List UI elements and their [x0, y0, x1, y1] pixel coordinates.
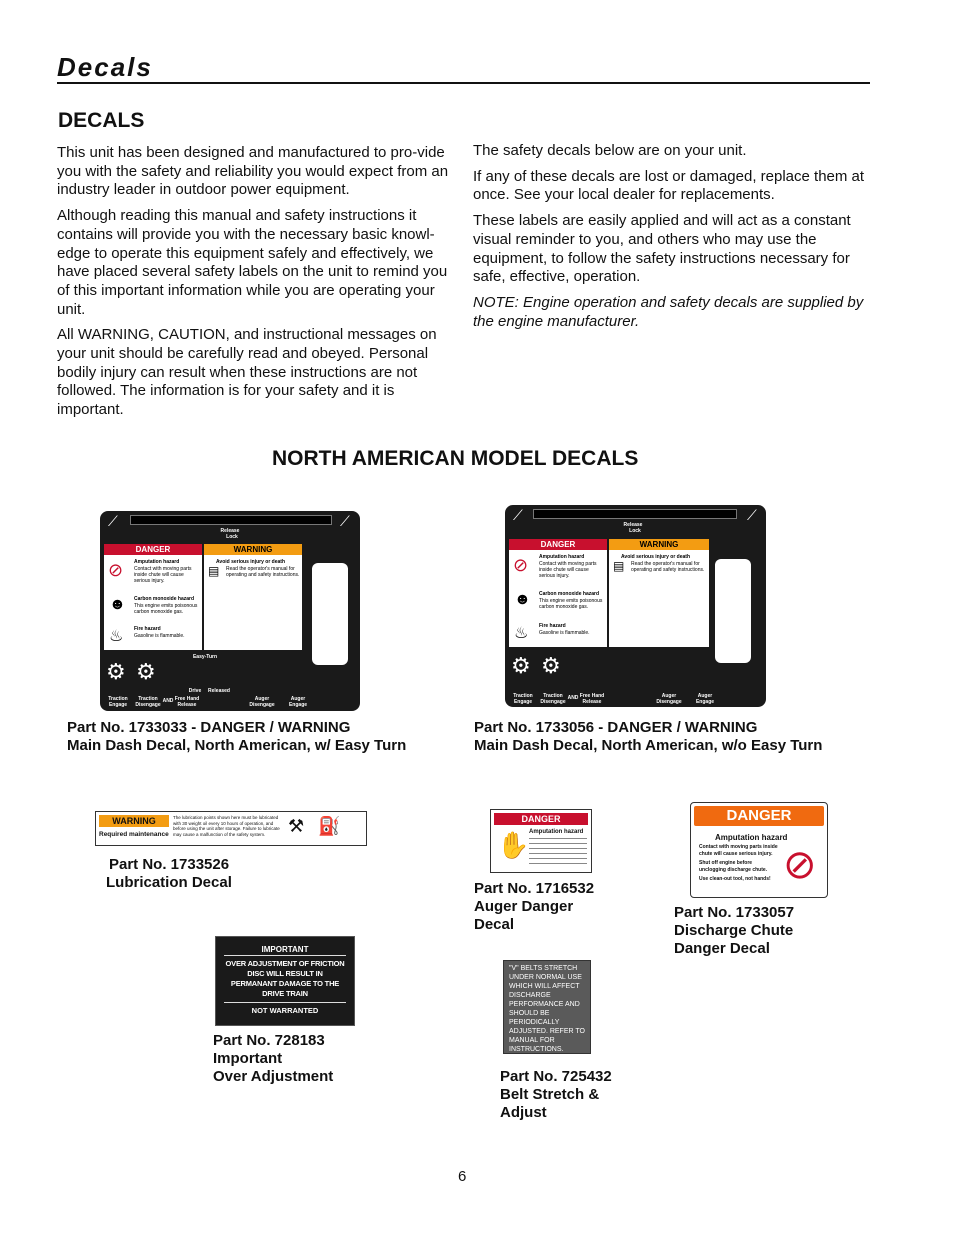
important-caption — [213, 1032, 333, 1086]
caption-line: Important — [213, 1050, 283, 1067]
page-number: 6 — [458, 1168, 467, 1185]
caption-line: Danger Decal — [674, 940, 770, 957]
hazard-text — [699, 844, 779, 883]
paragraph: This unit has been designed and manufactured to pro-vide you with the safety and reliability you would expect from an industry leader in outdoor power equipment. — [57, 144, 449, 199]
hazard-text: Contact with moving parts inside chute will cause serious injury. — [134, 566, 192, 584]
key-slot — [312, 563, 348, 665]
drive-label: Drive — [188, 688, 202, 694]
danger-header: DANGER — [494, 813, 588, 825]
hazard-heading: Fire hazard — [539, 623, 566, 629]
not-warranted-label: NOT WARRANTED — [251, 1006, 319, 1015]
warning-heading: Avoid serious injury or death — [216, 559, 285, 565]
dash-decal-easy-turn — [100, 511, 360, 711]
lever-icon: ⟋ — [340, 513, 350, 529]
caption-line: Decal — [474, 916, 515, 933]
danger-header: DANGER — [509, 539, 607, 550]
person-icon: ☻ — [109, 596, 126, 613]
belt-stretch-decal — [503, 960, 591, 1054]
hazard-line: Contact with moving parts inside chute will cause serious injury. — [699, 844, 778, 857]
lock-label: Lock — [629, 528, 641, 534]
engine-note: NOTE: Engine operation and safety decals are supplied by the engine manufacturer. — [473, 293, 864, 330]
dash-easy-turn-caption — [67, 719, 406, 755]
warning-header: WARNING — [204, 544, 302, 555]
released-label: Released — [208, 688, 230, 694]
hazard-text: This engine emits poisonous carbon monoxide gas. — [134, 603, 198, 615]
fire-icon: ♨ — [514, 625, 529, 642]
divider — [224, 955, 346, 956]
oil-can-icon: ⛽ — [318, 816, 341, 836]
no-hands-icon: ⊘ — [513, 555, 529, 575]
header-rule — [57, 82, 870, 84]
belt-caption — [500, 1068, 612, 1122]
page-title: Decals — [57, 52, 153, 82]
traction-disengage-label: Traction Disengage — [540, 693, 566, 705]
chute-danger-decal — [690, 802, 828, 898]
hazard-text: Gasoline is flammable. — [134, 633, 185, 639]
gear-icon: ⚙ — [106, 659, 126, 684]
release-label: Release — [623, 522, 643, 528]
warning-panel — [609, 539, 709, 647]
hazard-heading: Amputation hazard — [715, 833, 788, 842]
caption-line: Part No. 725432 — [500, 1068, 612, 1085]
hazard-text: Contact with moving parts inside chute will cause serious injury. — [539, 561, 597, 579]
caption-line: Part No. 1733033 - DANGER / WARNING — [67, 719, 351, 736]
warning-panel — [204, 544, 302, 650]
gear-icon: ⚙ — [511, 653, 531, 678]
manual-icon: ▤ — [208, 564, 220, 578]
section-title-north-american: NORTH AMERICAN MODEL DECALS — [272, 447, 639, 470]
warning-text: Read the operator's manual for operating and safety instructions. — [226, 566, 300, 578]
important-body: OVER ADJUSTMENT OF FRICTION DISC WILL RESULT IN PERMANANT DAMAGE TO THE DRIVE TRAIN — [225, 959, 345, 998]
paragraph: The safety decals below are on your unit. — [473, 142, 747, 159]
caption-line: Part No. 1733056 - DANGER / WARNING — [474, 719, 758, 736]
caption-line: Part No. 1733526 — [109, 856, 230, 873]
and-label: AND — [567, 695, 579, 701]
gear-icon: ⚙ — [541, 653, 561, 678]
key-slot — [715, 559, 751, 663]
lock-label: Lock — [226, 534, 238, 540]
danger-panel — [509, 539, 607, 647]
warning-header: WARNING — [609, 539, 709, 550]
snowthrower-icon: ⚒ — [288, 816, 305, 836]
auger-hand-icon: ✋ — [497, 830, 530, 860]
caption-line: Over Adjustment — [213, 1068, 334, 1085]
hazard-heading: Carbon monoxide hazard — [134, 596, 195, 602]
section-title-decals: DECALS — [58, 109, 145, 132]
no-hands-icon: ⊘ — [108, 560, 124, 580]
caption-line: Lubrication Decal — [106, 874, 232, 891]
easy-turn-label: Easy-Turn — [192, 654, 218, 660]
paragraph: All WARNING, CAUTION, and instructional messages on your unit should be carefully read and obeyed. Personal bodily injury can result when these instructions are not followed. The information is for your safety and it is important. — [57, 326, 437, 419]
right-column — [473, 142, 868, 338]
auger-disengage-label: Auger Disengage — [656, 693, 682, 705]
caption-line: Part No. 728183 — [213, 1032, 325, 1049]
auger-disengage-label: Auger Disengage — [249, 696, 275, 708]
warning-text: Read the operator's manual for operating and safety instructions. — [631, 561, 705, 573]
hazard-text: Gasoline is flammable. — [539, 630, 590, 636]
lubrication-text: The lubrication points shown here must be lubricated with 30 weight oil every 10 hours of operation, and before using the unit after storage. Failure to lubricate may cause a malfunction of the safety system. — [173, 815, 280, 837]
auger-engage-label: Auger Engage — [695, 693, 715, 705]
caption-line: Adjust — [500, 1104, 547, 1121]
lubrication-caption — [106, 856, 232, 892]
hazard-heading: Amputation hazard — [539, 554, 585, 560]
lever-icon: ⟋ — [747, 507, 757, 523]
caption-line: Main Dash Decal, North American, w/o Easy Turn — [474, 737, 823, 754]
hazard-heading: Amputation hazard — [134, 559, 180, 565]
danger-header: DANGER — [694, 806, 824, 826]
lubrication-decal — [95, 811, 367, 846]
belt-body: "V" BELTS STRETCH UNDER NORMAL USE WHICH WILL AFFECT DISCHARGE PERFORMANCE AND SHOULD BE PERIODICALLY ADJUSTED. REFER TO MANUAL FOR INSTRUCTIONS. — [509, 965, 585, 1053]
auger-engage-label: Auger Engage — [288, 696, 308, 708]
hazard-heading: Amputation hazard — [529, 829, 584, 835]
auger-danger-decal — [490, 809, 592, 873]
free-hand-release-label: Free Hand Release — [579, 693, 605, 705]
no-hands-icon: ⊘ — [783, 843, 817, 887]
chute-danger-caption — [674, 904, 794, 958]
gear-icon: ⚙ — [136, 659, 156, 684]
danger-panel — [104, 544, 202, 650]
divider — [224, 1002, 346, 1003]
lever-icon: ⟋ — [513, 507, 523, 523]
hazard-line: Shut off engine before unclogging discharge chute. — [699, 860, 768, 873]
lever-track — [130, 515, 332, 525]
warning-heading: Avoid serious injury or death — [621, 554, 690, 560]
required-maintenance-label: Required maintenance — [99, 831, 169, 838]
paragraph: If any of these decals are lost or damaged, replace them at once. See your local dealer for replacements. — [473, 167, 865, 204]
and-label: AND — [162, 698, 174, 704]
caption-line: Discharge Chute — [674, 922, 794, 939]
warning-header: WARNING — [99, 815, 169, 827]
left-column — [57, 144, 452, 427]
paragraph: These labels are easily applied and will act as a constant visual reminder to you, and others who may use the equipment, to follow the safety instructions necessary for safe, effective, operation. — [473, 212, 851, 286]
caption-line: Part No. 1716532 — [474, 880, 595, 897]
important-heading: IMPORTANT — [261, 945, 309, 954]
caption-line: Part No. 1733057 — [674, 904, 795, 921]
manual-icon: ▤ — [613, 559, 625, 573]
paragraph: Although reading this manual and safety instructions it contains will provide you with the necessary basic knowl-edge to operate this equipment safely and effectively, we have placed several safety labels on the unit to remind you of this important information while you are operating your unit. — [57, 207, 448, 318]
person-icon: ☻ — [514, 591, 531, 608]
hazard-text: This engine emits poisonous carbon monoxide gas. — [539, 598, 603, 610]
dash-decal-no-easy-turn — [505, 505, 766, 707]
dash-no-easy-turn-caption — [474, 719, 822, 755]
free-hand-release-label: Free Hand Release — [174, 696, 200, 708]
fine-print-lines — [529, 838, 587, 839]
lever-track — [533, 509, 737, 519]
caption-line: Auger Danger — [474, 898, 574, 915]
hazard-heading: Carbon monoxide hazard — [539, 591, 600, 597]
traction-engage-label: Traction Engage — [108, 696, 128, 708]
traction-engage-label: Traction Engage — [513, 693, 533, 705]
auger-danger-caption — [474, 880, 594, 934]
caption-line: Belt Stretch & — [500, 1086, 600, 1103]
caption-line: Main Dash Decal, North American, w/ Easy Turn — [67, 737, 407, 754]
lever-icon: ⟋ — [108, 513, 118, 529]
danger-header: DANGER — [104, 544, 202, 555]
traction-disengage-label: Traction Disengage — [135, 696, 161, 708]
hazard-heading: Fire hazard — [134, 626, 161, 632]
release-label: Release — [220, 528, 240, 534]
important-decal — [215, 936, 355, 1026]
fire-icon: ♨ — [109, 628, 124, 645]
hazard-line: Use clean-out tool, not hands! — [699, 876, 771, 882]
